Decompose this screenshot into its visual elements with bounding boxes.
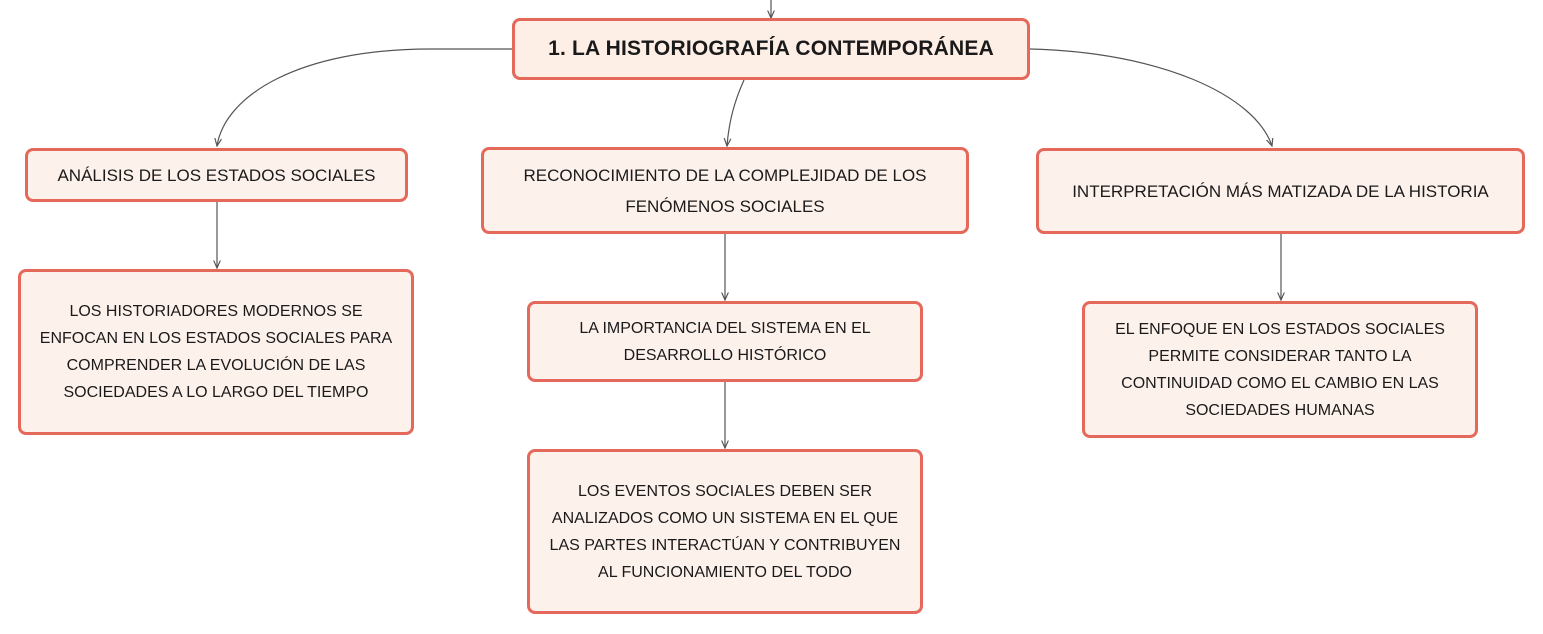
subtopic-node-importancia[interactable] — [527, 301, 923, 382]
subtopic-node-eventos[interactable] — [527, 449, 923, 614]
root-node[interactable] — [512, 18, 1030, 80]
connector-root-to-reconocimiento — [727, 80, 744, 146]
subtopic-node-historiadores[interactable] — [18, 269, 414, 435]
subtopic-label-historiadores: LOS HISTORIADORES MODERNOS SE ENFOCAN EN LOS ESTADOS SOCIALES PARA COMPRENDER LA EVOLUCIÓN DE LAS SOCIEDADES A LO LARGO DEL TIEMPO — [39, 303, 393, 401]
topic-label-reconocimiento: RECONOCIMIENTO DE LA COMPLEJIDAD DE LOS FENÓMENOS SOCIALES — [523, 165, 927, 216]
subtopic-node-enfoque[interactable] — [1082, 301, 1478, 438]
subtopic-label-importancia: LA IMPORTANCIA DEL SISTEMA EN EL DESARROLLO HISTÓRICO — [579, 319, 871, 364]
topic-label-analisis: ANÁLISIS DE LOS ESTADOS SOCIALES — [57, 165, 376, 185]
topic-node-analisis[interactable] — [25, 148, 408, 202]
topic-label-interpretacion: INTERPRETACIÓN MÁS MATIZADA DE LA HISTORIA — [1072, 181, 1489, 201]
connector-root-to-interpretacion — [1030, 49, 1272, 146]
subtopic-label-enfoque: EL ENFOQUE EN LOS ESTADOS SOCIALES PERMITE CONSIDERAR TANTO LA CONTINUIDAD COMO EL CAMBIO EN LAS SOCIEDADES HUMANAS — [1115, 320, 1445, 419]
connector-root-to-analisis — [217, 49, 512, 146]
subtopic-label-eventos: LOS EVENTOS SOCIALES DEBEN SER ANALIZADOS COMO UN SISTEMA EN EL QUE LAS PARTES INTERACTÚAN Y CONTRIBUYEN AL FUNCIONAMIENTO DEL TODO — [549, 482, 901, 581]
topic-node-interpretacion[interactable] — [1036, 148, 1525, 234]
root-node-label: 1. LA HISTORIOGRAFÍA CONTEMPORÁNEA — [548, 37, 994, 60]
topic-node-reconocimiento[interactable] — [481, 147, 969, 234]
